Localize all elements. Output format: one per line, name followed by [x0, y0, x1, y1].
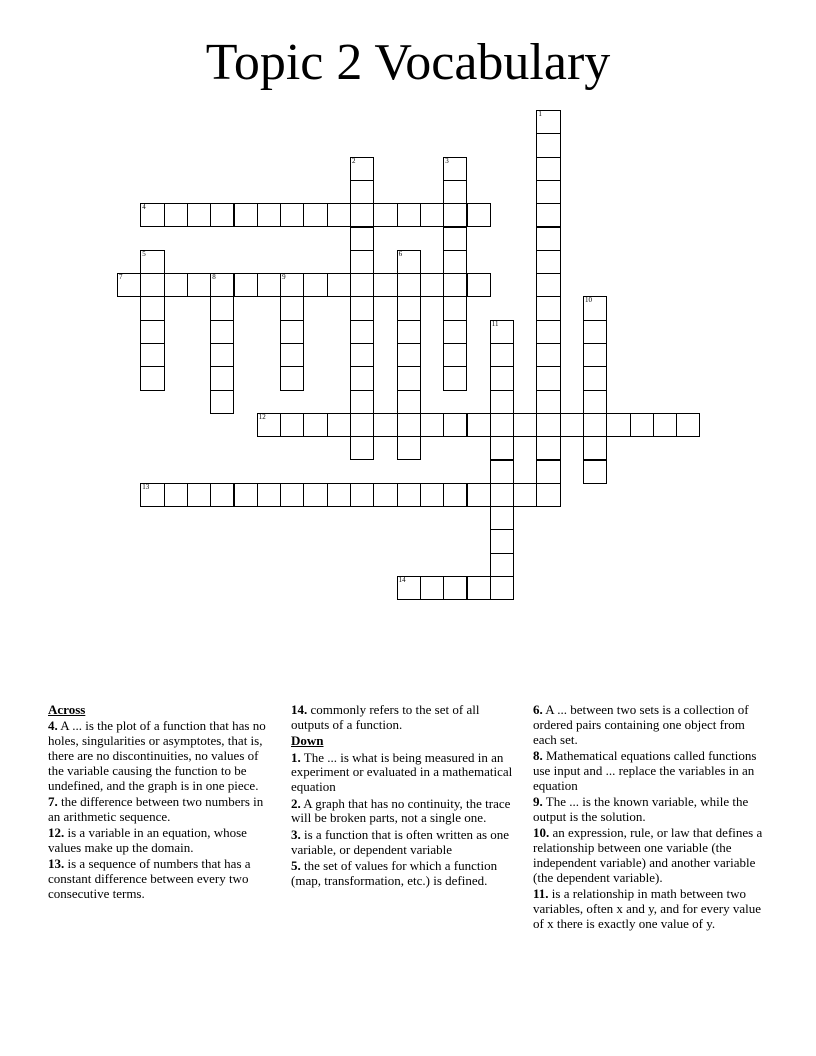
grid-cell[interactable] — [350, 343, 374, 367]
grid-cell[interactable] — [327, 203, 351, 227]
grid-cell[interactable] — [350, 390, 374, 414]
grid-cell[interactable] — [210, 296, 234, 320]
grid-cell[interactable] — [350, 413, 374, 437]
grid-cell[interactable] — [280, 343, 304, 367]
grid-cell[interactable] — [327, 273, 351, 297]
page-title: Topic 2 Vocabulary — [205, 34, 611, 91]
clue-number: 9 — [282, 273, 286, 282]
grid-cell[interactable] — [420, 203, 444, 227]
grid-cell[interactable] — [164, 273, 188, 297]
clue-number: 14 — [398, 576, 406, 584]
grid-cell[interactable] — [443, 227, 467, 251]
grid-cell[interactable] — [280, 483, 304, 507]
grid-cell[interactable] — [676, 413, 700, 437]
grid-cell[interactable] — [140, 296, 164, 320]
grid-cell[interactable] — [467, 483, 491, 507]
grid-cell[interactable] — [583, 413, 607, 437]
clue-down-6: 6. A ... between two sets is a collection of ordered pairs containing one object from each set. — [533, 702, 749, 747]
grid-cell[interactable] — [187, 203, 211, 227]
grid-cell[interactable] — [350, 436, 374, 460]
grid-cell[interactable] — [280, 320, 304, 344]
grid-cell[interactable] — [443, 483, 467, 507]
grid-cell[interactable] — [397, 576, 421, 600]
grid-cell[interactable] — [560, 413, 584, 437]
clue-number: 2 — [352, 156, 356, 165]
grid-cell[interactable] — [397, 296, 421, 320]
grid-cell[interactable] — [373, 273, 397, 297]
clue-number: 6 — [398, 249, 403, 258]
grid-cell[interactable] — [443, 273, 467, 297]
grid-cell[interactable] — [187, 273, 211, 297]
grid-cell[interactable] — [350, 227, 374, 251]
grid-cell[interactable] — [583, 390, 607, 414]
clue-number: 7 — [119, 273, 123, 282]
grid-cell[interactable] — [350, 273, 374, 297]
grid-cell[interactable] — [536, 250, 560, 274]
grid-cell[interactable] — [257, 483, 281, 507]
grid-cell[interactable] — [420, 576, 444, 600]
grid-cell[interactable] — [583, 436, 607, 460]
grid-cell[interactable] — [513, 413, 537, 437]
grid-cell[interactable] — [140, 483, 164, 507]
grid-cell[interactable] — [536, 320, 560, 344]
clue-number: 10 — [585, 296, 592, 305]
grid-cell[interactable] — [140, 273, 164, 297]
grid-cell[interactable] — [443, 366, 467, 390]
grid-cell[interactable] — [583, 366, 607, 390]
grid-cell[interactable] — [490, 576, 514, 600]
grid-cell[interactable] — [397, 320, 421, 344]
grid-cell[interactable] — [583, 320, 607, 344]
grid-cell[interactable] — [327, 483, 351, 507]
clues-column-3 — [533, 703, 767, 933]
grid-cell[interactable] — [653, 413, 677, 437]
grid-cell[interactable] — [234, 483, 258, 507]
grid-cell[interactable] — [397, 366, 421, 390]
down-heading: Down — [291, 733, 324, 749]
grid-cell[interactable] — [140, 343, 164, 367]
grid-cell[interactable] — [210, 203, 234, 227]
clue-down-1: 1. The ... is what is being measured in an experiment or evaluated in a mathematical equation — [291, 749, 513, 795]
grid-cell[interactable] — [257, 203, 281, 227]
grid-cell[interactable] — [420, 273, 444, 297]
grid-cell[interactable] — [490, 460, 514, 484]
grid-cell[interactable] — [420, 413, 444, 437]
grid-cell[interactable] — [443, 250, 467, 274]
grid-cell[interactable] — [536, 273, 560, 297]
clue-number: 4 — [142, 203, 146, 212]
grid-cell[interactable] — [280, 366, 304, 390]
grid-cell[interactable] — [583, 296, 607, 320]
grid-cell[interactable] — [536, 203, 560, 227]
grid-cell[interactable] — [350, 366, 374, 390]
grid-cell[interactable] — [187, 483, 211, 507]
grid-cell[interactable] — [443, 296, 467, 320]
grid-cell[interactable] — [257, 413, 281, 437]
grid-cell[interactable] — [280, 203, 304, 227]
grid-cell[interactable] — [420, 483, 444, 507]
clue-across-13: 13. is a sequence of numbers that has a constant difference between every two consecutive terms. — [48, 856, 251, 901]
clues-column-2 — [291, 703, 515, 890]
grid-cell[interactable] — [536, 227, 560, 251]
clue-down-5: 5. the set of values for which a function (map, transformation, etc.) is defined. — [291, 857, 498, 888]
grid-cell[interactable] — [280, 296, 304, 320]
grid-cell[interactable] — [536, 343, 560, 367]
grid-cell[interactable] — [350, 296, 374, 320]
grid-cell[interactable] — [373, 413, 397, 437]
grid-cell[interactable] — [164, 203, 188, 227]
grid-cell[interactable] — [140, 366, 164, 390]
grid-cell[interactable] — [210, 320, 234, 344]
clue-number: 1 — [538, 110, 542, 118]
grid-cell[interactable] — [280, 413, 304, 437]
grid-cell[interactable] — [350, 250, 374, 274]
grid-cell[interactable] — [303, 413, 327, 437]
grid-cell[interactable] — [583, 460, 607, 484]
grid-cell[interactable] — [327, 413, 351, 437]
grid-cell[interactable] — [303, 273, 327, 297]
grid-cell[interactable] — [397, 250, 421, 274]
grid-cell[interactable] — [536, 157, 560, 181]
grid-cell[interactable] — [467, 576, 491, 600]
grid-cell[interactable] — [536, 436, 560, 460]
grid-cell[interactable] — [443, 413, 467, 437]
grid-cell[interactable] — [490, 436, 514, 460]
grid-cell[interactable] — [397, 390, 421, 414]
clue-number: 8 — [212, 273, 216, 282]
grid-cell[interactable] — [536, 296, 560, 320]
clue-down-2: 2. A graph that has no continuity, the trace will be broken parts, not a single one. — [291, 795, 511, 826]
grid-cell[interactable] — [536, 110, 560, 134]
grid-cell[interactable] — [443, 180, 467, 204]
grid-cell[interactable] — [373, 203, 397, 227]
grid-cell[interactable] — [606, 413, 630, 437]
grid-cell[interactable] — [234, 203, 258, 227]
clue-number: 5 — [142, 249, 146, 258]
clue-across-12: 12. is a variable in an equation, whose values make up the domain. — [48, 825, 247, 855]
grid-cell[interactable] — [490, 529, 514, 553]
grid-cell[interactable] — [536, 413, 560, 437]
grid-cell[interactable] — [210, 390, 234, 414]
grid-cell[interactable] — [443, 203, 467, 227]
clue-across-7: 7. the difference between two numbers in an arithmetic sequence. — [48, 793, 264, 824]
grid-cell[interactable] — [140, 320, 164, 344]
clue-down-10: 10. an expression, rule, or law that defines a relationship between one variable (the independent variable) and another variable (the dependent variable). — [533, 825, 763, 885]
grid-cell[interactable] — [490, 483, 514, 507]
grid-cell[interactable] — [536, 180, 560, 204]
grid-cell[interactable] — [490, 553, 514, 577]
grid-cell[interactable] — [350, 203, 374, 227]
grid-cell[interactable] — [467, 413, 491, 437]
grid-cell[interactable] — [303, 483, 327, 507]
grid-cell[interactable] — [443, 320, 467, 344]
grid-cell[interactable] — [513, 483, 537, 507]
clue-across-14: 14. commonly refers to the set of all outputs of a function. — [291, 702, 480, 732]
grid-cell[interactable] — [490, 390, 514, 414]
clue-number: 11 — [491, 319, 499, 328]
grid-cell[interactable] — [397, 413, 421, 437]
grid-cell[interactable] — [397, 483, 421, 507]
grid-cell[interactable] — [303, 203, 327, 227]
grid-cell[interactable] — [210, 343, 234, 367]
grid-cell[interactable] — [117, 273, 141, 297]
clue-down-11: 11. is a relationship in math between two variables, often x and y, and for every value of x there is exactly one value of y. — [533, 885, 762, 931]
grid-cell[interactable] — [397, 273, 421, 297]
grid-cell[interactable] — [490, 366, 514, 390]
grid-cell[interactable] — [397, 203, 421, 227]
across-heading: Across — [48, 702, 86, 717]
clue-across-4: 4. A ... is the plot of a function that has no holes, singularities or asymptotes, that is, there are no discontinuities, no values of the variable causing the function to be undefined, and the graph is in one piece. — [48, 718, 266, 793]
grid-cell[interactable] — [350, 180, 374, 204]
grid-cell[interactable] — [373, 483, 397, 507]
grid-cell[interactable] — [536, 133, 560, 157]
grid-cell[interactable] — [536, 366, 560, 390]
grid-cell[interactable] — [490, 320, 514, 344]
grid-cell[interactable] — [397, 436, 421, 460]
clue-down-9: 9. The ... is the known variable, while the output is the solution. — [533, 793, 749, 824]
grid-cell[interactable] — [210, 273, 234, 297]
clue-number: 3 — [445, 156, 449, 165]
grid-cell[interactable] — [443, 157, 467, 181]
grid-cell[interactable] — [350, 320, 374, 344]
grid-cell[interactable] — [467, 273, 491, 297]
grid-cell[interactable] — [443, 576, 467, 600]
clue-number: 13 — [142, 482, 150, 491]
grid-cell[interactable] — [490, 413, 514, 437]
grid-cell[interactable] — [234, 273, 258, 297]
grid-cell[interactable] — [164, 483, 188, 507]
grid-cell[interactable] — [140, 250, 164, 274]
clue-down-8: 8. Mathematical equations called functions use input and ... replace the variables in an equation — [533, 747, 757, 793]
clue-number: 12 — [258, 412, 266, 421]
grid-cell[interactable] — [490, 506, 514, 530]
grid-cell[interactable] — [490, 343, 514, 367]
grid-cell[interactable] — [350, 157, 374, 181]
grid-cell[interactable] — [210, 366, 234, 390]
grid-cell[interactable] — [536, 390, 560, 414]
grid-cell[interactable] — [257, 273, 281, 297]
grid-cell[interactable] — [280, 273, 304, 297]
clue-down-3: 3. is a function that is often written as one variable, or dependent variable — [291, 826, 510, 857]
clues-column-1 — [48, 703, 268, 903]
grid-cell[interactable] — [630, 413, 654, 437]
grid-cell[interactable] — [350, 483, 374, 507]
grid-cell[interactable] — [210, 483, 234, 507]
grid-cell[interactable] — [536, 483, 560, 507]
grid-cell[interactable] — [583, 343, 607, 367]
grid-cell[interactable] — [467, 203, 491, 227]
grid-cell[interactable] — [397, 343, 421, 367]
grid-cell[interactable] — [140, 203, 164, 227]
grid-cell[interactable] — [443, 343, 467, 367]
grid-cell[interactable] — [536, 460, 560, 484]
